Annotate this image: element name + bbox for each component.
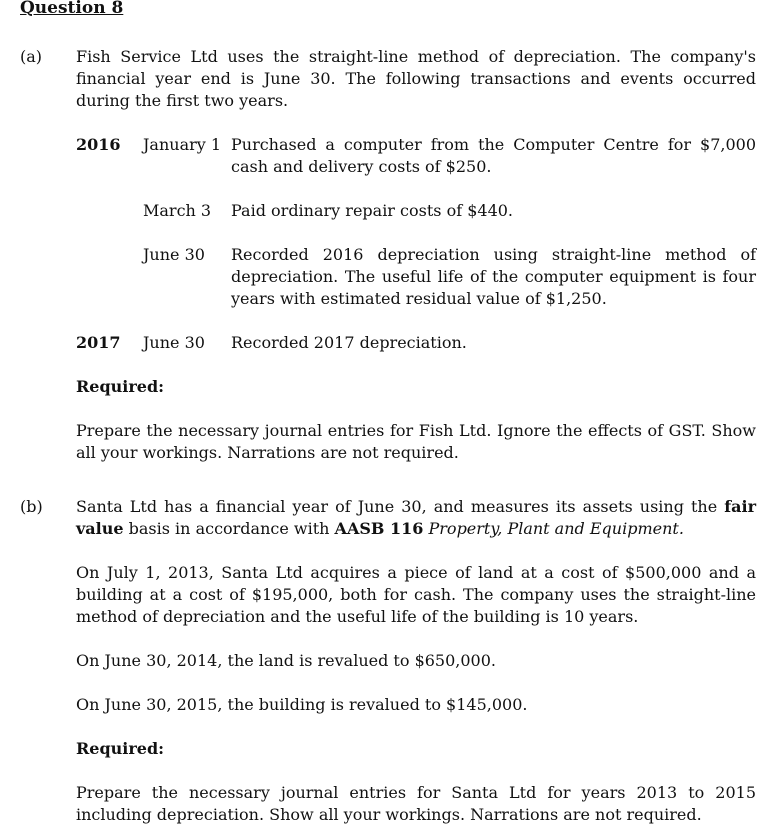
part-a-required-label: Required: xyxy=(76,377,165,396)
standard-name: AASB 116 xyxy=(334,519,424,538)
part-b-required-text: Prepare the necessary journal entries for Santa Ltd for years 2013 to 2015 including depreciation. Show all your workings. Narrations are not required. xyxy=(76,783,756,824)
event-description: Purchased a computer from the Computer Centre for $7,000 cash and delivery costs of $250. xyxy=(231,135,756,176)
part-b-paragraph-3: On June 30, 2015, the building is revalued to $145,000. xyxy=(76,695,528,714)
event-year-2016: 2016 xyxy=(76,135,121,154)
part-b-required-label: Required: xyxy=(76,739,165,758)
question-title: Question 8 xyxy=(20,0,124,18)
event-description: Recorded 2016 depreciation using straight-line method of depreciation. The useful life of the computer equipment is four years with estimated residual value of $1,250. xyxy=(231,245,756,308)
part-b-paragraph-1: On July 1, 2013, Santa Ltd acquires a piece of land at a cost of $500,000 and a building at a cost of $195,000, both for cash. The company uses the straight-line method of depreciation and the useful life of the building is 10 years. xyxy=(76,563,756,626)
part-b-marker: (b) xyxy=(20,497,43,516)
event-date: June 30 xyxy=(143,245,205,264)
fair-value-emphasis: fair value xyxy=(76,497,756,538)
event-description: Recorded 2017 depreciation. xyxy=(231,333,467,352)
event-description: Paid ordinary repair costs of $440. xyxy=(231,201,514,220)
part-b-intro-text: basis in accordance with xyxy=(123,519,335,538)
part-a-marker: (a) xyxy=(20,47,43,66)
part-a-required-text: Prepare the necessary journal entries for Fish Ltd. Ignore the effects of GST. Show all your workings. Narrations are not required. xyxy=(76,421,756,462)
standard-title: Property, Plant and Equipment. xyxy=(428,519,684,538)
part-a-intro: Fish Service Ltd uses the straight-line method of depreciation. The company's financial year end is June 30. The following transactions and events occurred during the first two years. xyxy=(76,47,756,110)
part-b-intro xyxy=(76,496,756,540)
part-b-paragraph-2: On June 30, 2014, the land is revalued to $650,000. xyxy=(76,651,496,670)
event-date: January 1 xyxy=(143,135,222,154)
event-year-2017: 2017 xyxy=(76,333,121,352)
event-date: June 30 xyxy=(143,333,205,352)
event-date: March 3 xyxy=(143,201,212,220)
part-b-intro-text: Santa Ltd has a financial year of June 30, and measures its assets using the xyxy=(76,497,725,516)
